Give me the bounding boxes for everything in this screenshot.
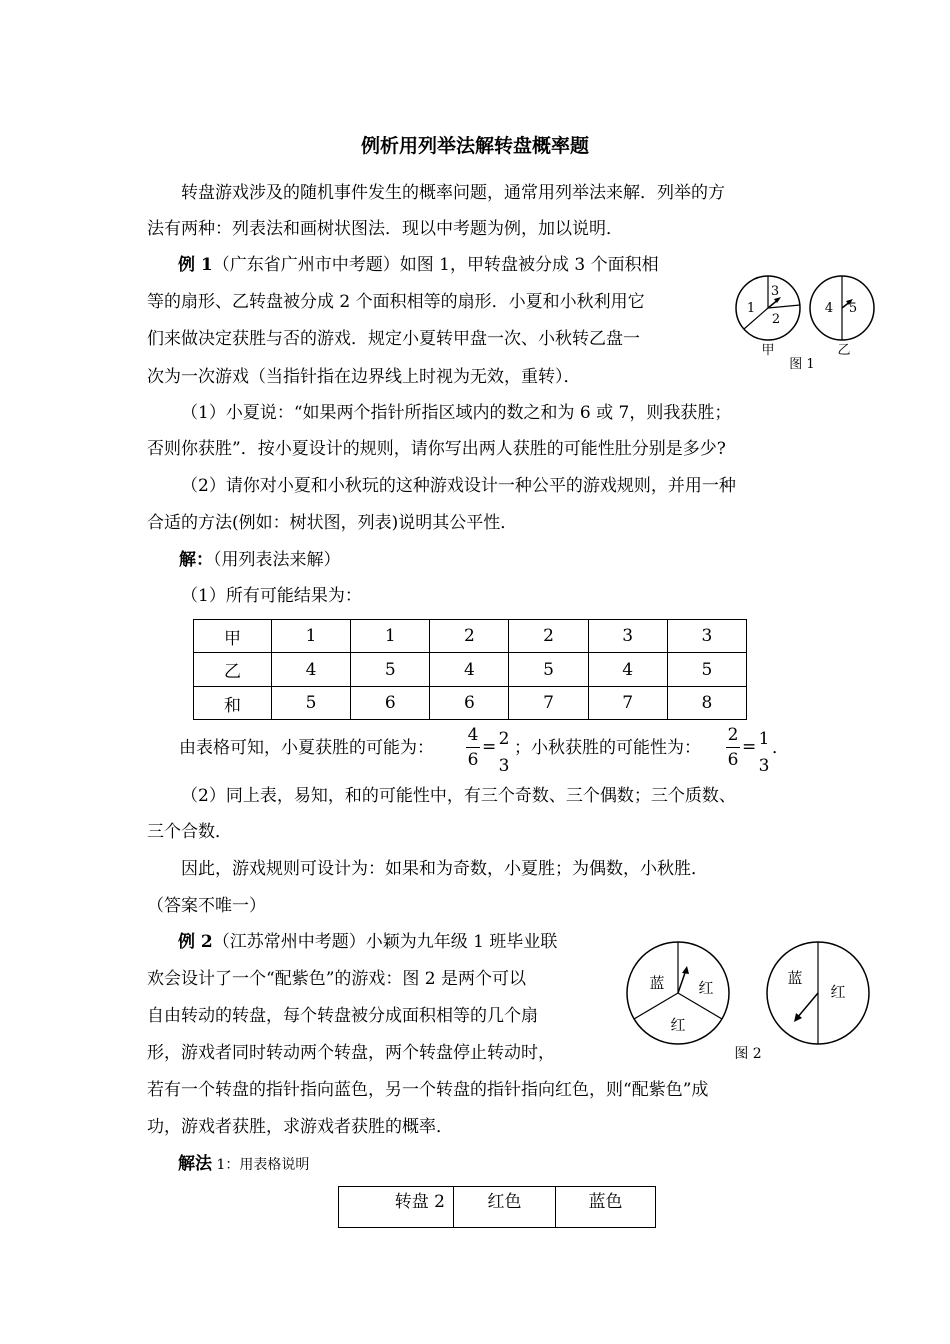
table-cell: 5 [509, 653, 588, 687]
table-row-sum [194, 687, 747, 720]
figure-1-spinners [730, 265, 890, 380]
spinner-jia-num-3: 3 [770, 284, 780, 299]
solution-1-method: （用列表法来解） [213, 550, 341, 570]
question-1-line-1: （1）小夏说：“如果两个指针所指区域内的数之和为 6 或 7，则我获胜； [181, 403, 732, 423]
solution-2-method: 1：用表格说明 [212, 1157, 310, 1173]
solution-1-part-2-line-2: 三个合数． [147, 822, 232, 842]
example-2-label: 例 2 [178, 932, 213, 952]
spinner-b-red: 红 [830, 983, 846, 1001]
spinner-a-red-2: 红 [670, 1016, 686, 1034]
table-header-spinner-2: 转盘 2 [339, 1187, 454, 1228]
table-cell: 4 [430, 653, 509, 687]
question-2-line-2: 合适的方法(例如：树状图，列表)说明其公平性． [147, 513, 518, 533]
page-title: 例析用列举法解转盘概率题 [360, 135, 589, 157]
solution-1-part-2-line-1: （2）同上表，易知，和的可能性中，有三个奇数、三个偶数；三个质数、 [181, 786, 736, 806]
question-2-line-1: （2）请你对小夏和小秋玩的这种游戏设计一种公平的游戏规则，并用一种 [181, 476, 736, 496]
frac-a-denominator: 6 [467, 750, 479, 770]
table-cell: 5 [272, 687, 351, 720]
result-end: ． [772, 738, 789, 758]
example-2-line-6: 功，游戏者获胜，求游戏者获胜的概率． [147, 1117, 453, 1137]
table-cell: 4 [272, 653, 351, 687]
spinner-yi-caption: 乙 [837, 343, 851, 358]
spinner-yi-num-5: 5 [848, 301, 858, 316]
table-cell: 8 [667, 687, 746, 720]
spinner-b-blue: 蓝 [787, 969, 803, 987]
table-cell: 乙 [194, 653, 272, 687]
question-1-line-2: 否则你获胜”．按小夏设计的规则，请你写出两人获胜的可能性肚分别是多少? [147, 439, 726, 459]
table-cell: 6 [351, 687, 430, 720]
spinner-jia-caption: 甲 [761, 343, 775, 358]
frac-b-equals: = [742, 737, 757, 757]
table-cell: 甲 [194, 620, 272, 653]
intro-line-2: 法有两种：列表法和画树状图法．现以中考题为例，加以说明． [147, 219, 623, 239]
frac-a-numerator-2: 2 [498, 729, 510, 749]
solution-2-label: 解法 [178, 1154, 212, 1174]
table-cell: 3 [588, 620, 667, 653]
example-2-line-5: 若有一个转盘的指针指向蓝色，另一个转盘的指针指向红色，则“配紫色”成 [147, 1080, 709, 1100]
example-1-line-3: 们来做决定获胜与否的游戏．规定小夏转甲盘一次、小秋转乙盘一 [147, 329, 640, 349]
figure-2-spinners [620, 940, 880, 1065]
table-cell: 5 [351, 653, 430, 687]
solution-2-heading [178, 1154, 309, 1175]
table-cell: 2 [509, 620, 588, 653]
spinner-jia-num-1: 1 [746, 301, 756, 316]
frac-a-bar [466, 747, 480, 748]
table-row-yi [194, 653, 747, 687]
solution-1-part-1: （1）所有可能结果为： [181, 586, 362, 606]
table-cell: 7 [509, 687, 588, 720]
example-1-line-1: （广东省广州市中考题）如图 1，甲转盘被分成 3 个面积相 [212, 255, 659, 275]
table-cell: 3 [667, 620, 746, 653]
example-1-label: 例 1 [178, 255, 213, 275]
frac-b-numerator-2: 1 [758, 729, 770, 749]
frac-a-equals: = [482, 737, 497, 757]
solution-1-part-3-line-2: （答案不唯一） [147, 896, 266, 916]
table-cell: 1 [351, 620, 430, 653]
spinner-a-red-1: 红 [698, 979, 714, 997]
table-row-jia [194, 620, 747, 653]
table-cell: 和 [194, 687, 272, 720]
table-header-red: 红色 [454, 1187, 556, 1228]
figure-1-label: 图 1 [789, 357, 815, 372]
frac-b-denominator-2: 3 [758, 756, 770, 776]
table-cell: 5 [667, 653, 746, 687]
spinner-jia-num-2: 2 [771, 312, 781, 327]
example-1-line-4: 次为一次游戏（当指针指在边界线上时视为无效，重转）． [147, 367, 581, 387]
solution-1-label: 解： [179, 550, 213, 570]
result-text-a: 由表格可知，小夏获胜的可能为： [179, 738, 434, 758]
table-cell: 4 [588, 653, 667, 687]
solution-1-heading [179, 550, 341, 570]
spinner-a-blue: 蓝 [649, 974, 665, 992]
result-text-b: ；小秋获胜的可能性为： [514, 738, 701, 758]
table-cell: 6 [430, 687, 509, 720]
frac-b-numerator: 2 [727, 725, 739, 745]
table-cell: 7 [588, 687, 667, 720]
frac-b-denominator: 6 [727, 750, 739, 770]
frac-a-denominator-2: 3 [498, 756, 510, 776]
table-header-blue: 蓝色 [556, 1187, 656, 1228]
table-cell: 1 [272, 620, 351, 653]
example-2-line-4: 形，游戏者同时转动两个转盘，两个转盘停止转动时， [147, 1043, 555, 1063]
frac-a-numerator: 4 [467, 725, 479, 745]
example-2-line-3: 自由转动的转盘，每个转盘被分成面积相等的几个扇 [147, 1006, 538, 1026]
example-1-line-2: 等的扇形、乙转盘被分成 2 个面积相等的扇形．小夏和小秋利用它 [147, 292, 645, 312]
outcomes-table [193, 619, 747, 720]
spinner-yi-num-4: 4 [824, 301, 834, 316]
example-2-paragraph [178, 932, 557, 952]
figure-2-label: 图 2 [734, 1046, 762, 1062]
solution-1-part-3-line-1: 因此，游戏规则可设计为：如果和为奇数，小夏胜；为偶数，小秋胜． [181, 859, 708, 879]
intro-line-1: 转盘游戏涉及的随机事件发生的概率问题，通常用列举法来解．列举的方 [181, 183, 725, 203]
example-2-line-2: 欢会设计了一个“配紫色”的游戏：图 2 是两个可以 [147, 969, 527, 989]
example-2-line-1: （江苏常州中考题）小颖为九年级 1 班毕业联 [212, 932, 558, 952]
frac-b-bar [726, 747, 740, 748]
table-row [339, 1187, 656, 1228]
color-table [338, 1186, 656, 1228]
example-1-paragraph [178, 255, 659, 275]
table-cell: 2 [430, 620, 509, 653]
